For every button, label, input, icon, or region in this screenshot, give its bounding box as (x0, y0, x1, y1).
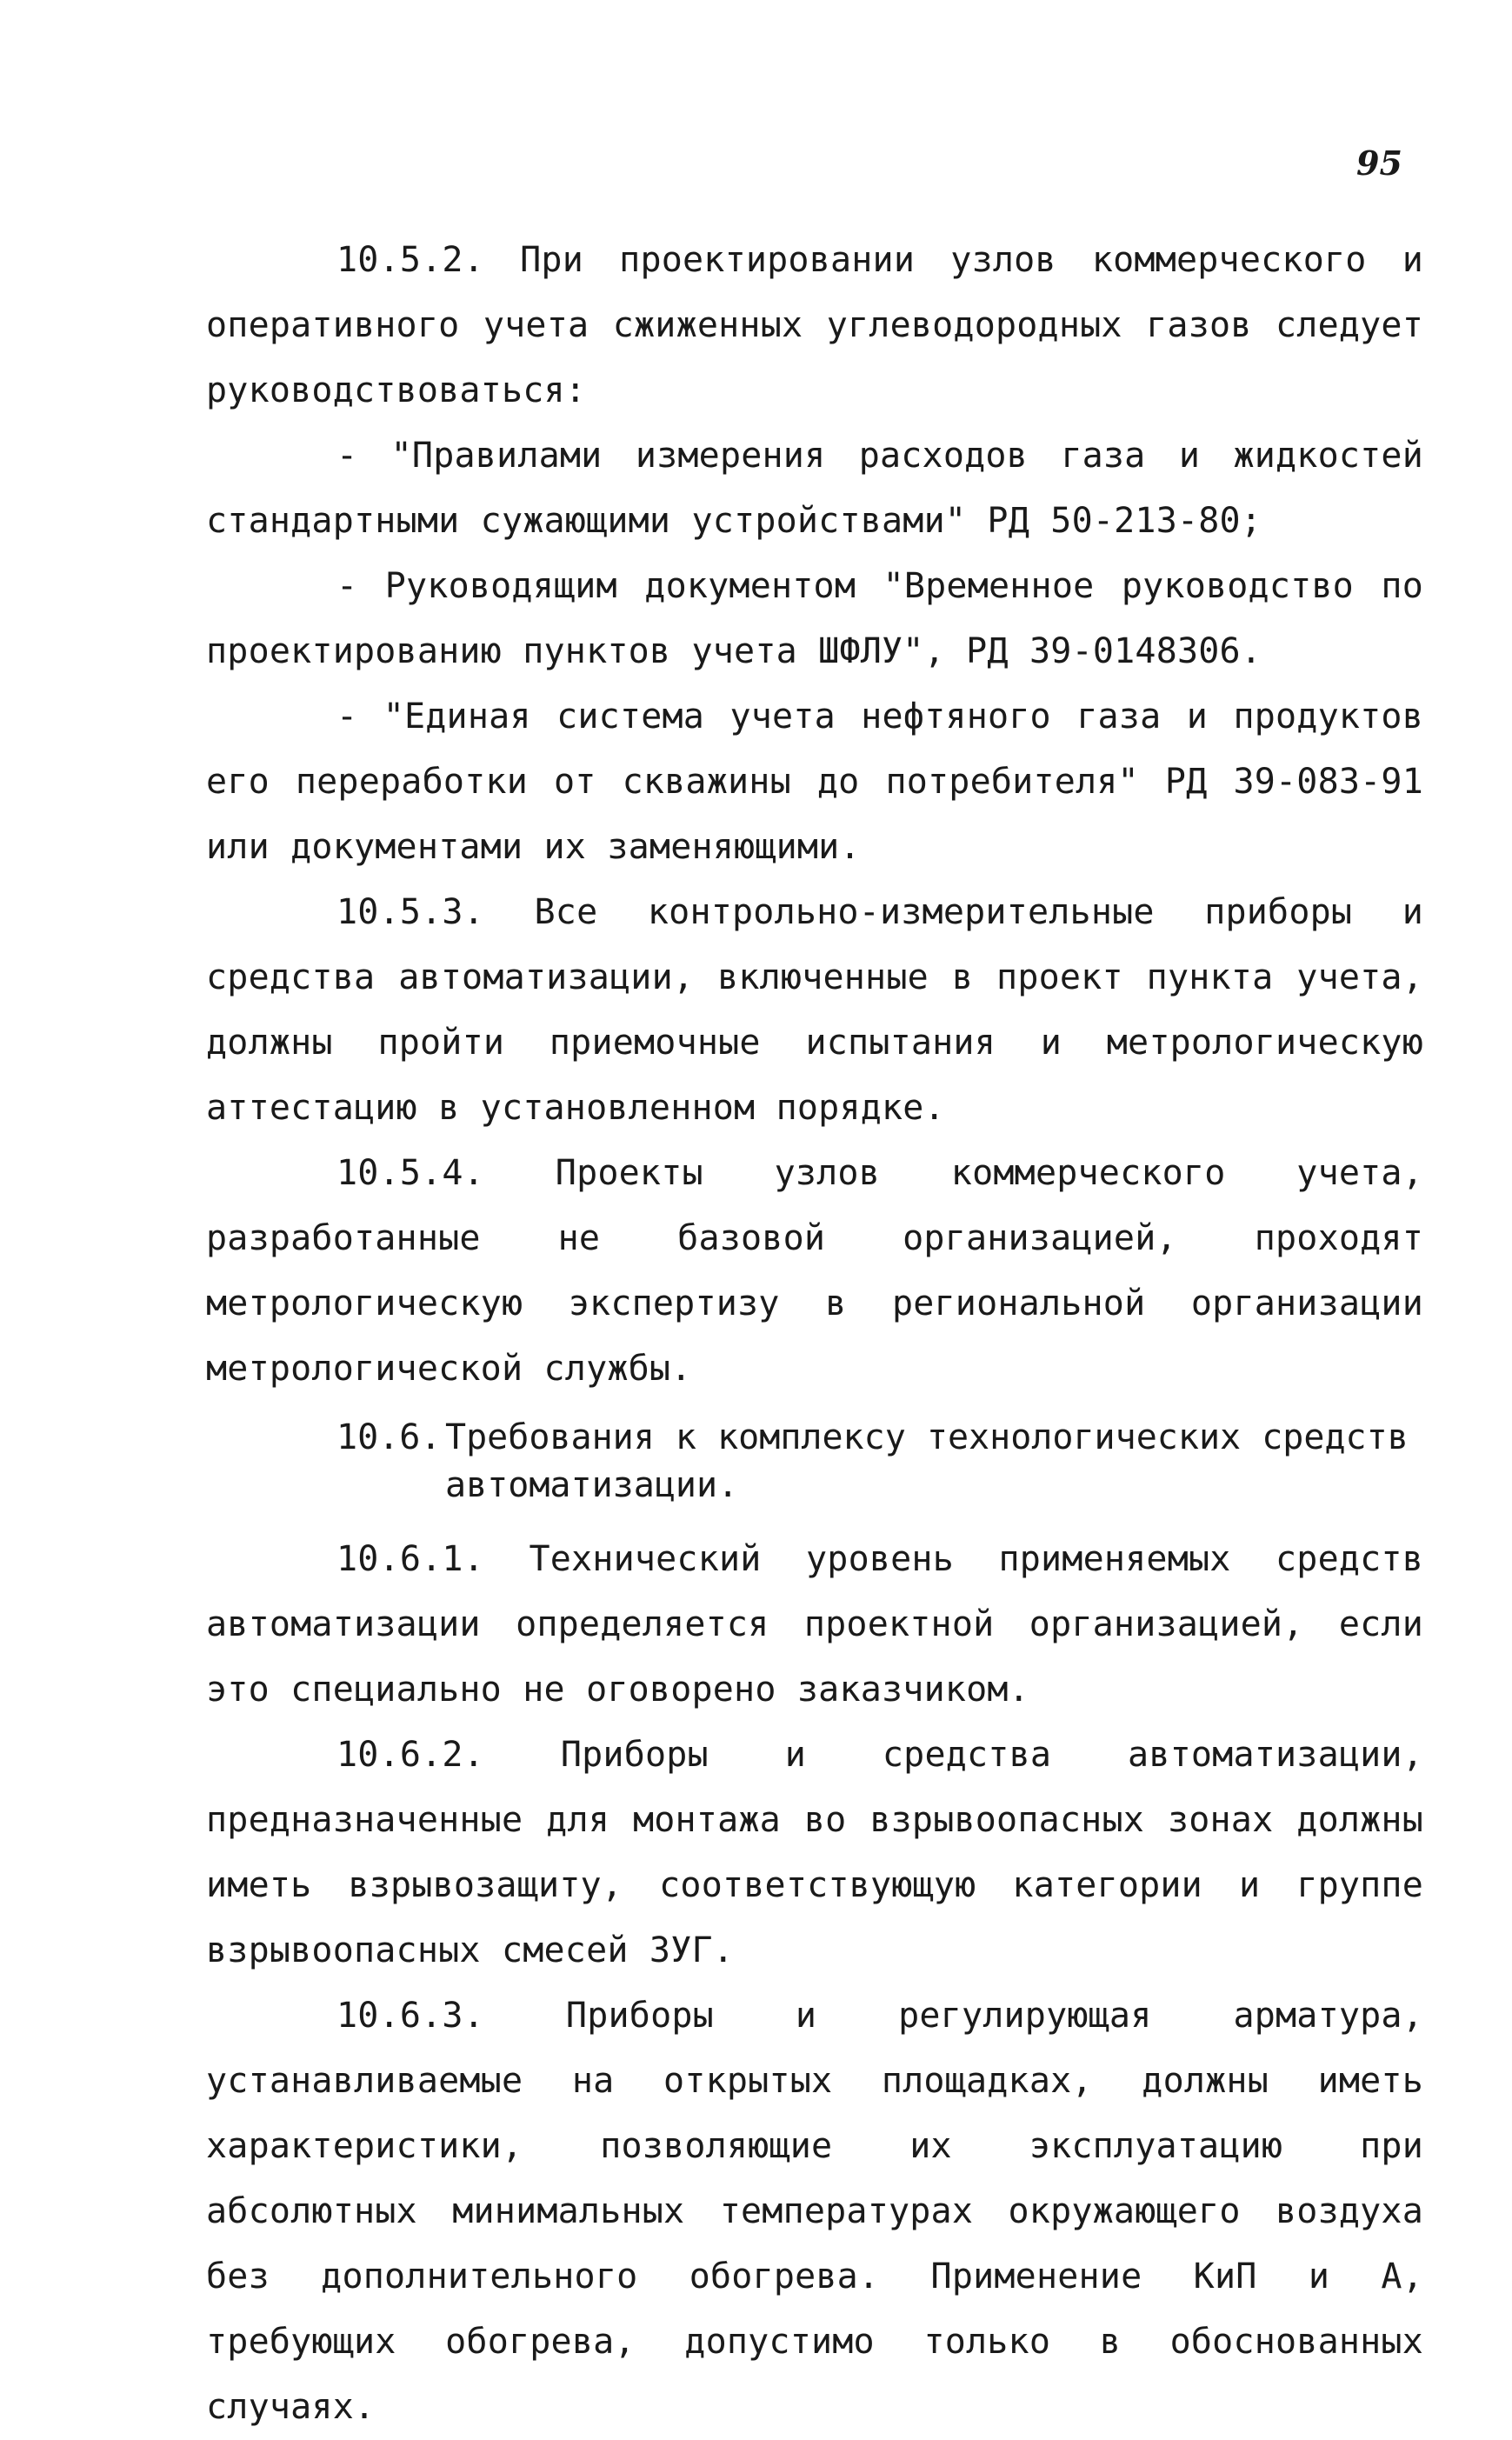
list-item-rd-50-213-80: - "Правилами измерения расходов газа и жидкостей стандартными сужающими устройствами" РД 50-213-80; (206, 436, 1423, 541)
document-body (206, 228, 1423, 2440)
list-item-rd-39-0148306: - Руководящим документом "Временное руководство по проектированию пунктов учета ШФЛУ", РД 39-0148306. (206, 566, 1423, 671)
list-item-rd-39-083-91: - "Единая система учета нефтяного газа и продуктов его переработки от скважины до потребителя" РД 39-083-91 или документами их заменяющими. (206, 697, 1423, 867)
section-heading-10-6 (336, 1414, 1423, 1510)
paragraph-10-6-1: 10.6.1. Технический уровень применяемых средств автоматизации определяется проектной организацией, если это специально не оговорено заказчиком. (206, 1539, 1423, 1710)
section-title: Требования к комплексу технологических средств автоматизации. (445, 1417, 1409, 1505)
page-number: 95 (1356, 143, 1402, 183)
paragraph-10-6-2: 10.6.2. Приборы и средства автоматизации, предназначенные для монтажа во взрывоопасных зонах должны иметь взрывозащиту, соответствующую категории и группе взрывоопасных смесей ЗУГ. (206, 1735, 1423, 1970)
paragraph-10-5-3: 10.5.3. Все контрольно-измерительные приборы и средства автоматизации, включенные в проект пункта учета, должны пройти приемочные испытания и метрологическую аттестацию в установленном порядке. (206, 892, 1423, 1128)
section-number: 10.6. (336, 1417, 442, 1457)
paragraph-10-6-3: 10.6.3. Приборы и регулирующая арматура, устанавливаемые на открытых площадках, должны иметь характеристики, позволяющие их эксплуатацию при абсолютных минимальных температурах окружающего воздуха без дополнительного обогрева. Применение КиП и А, требующих обогрева, допустимо только в обоснованных случаях. (206, 1996, 1423, 2427)
paragraph-10-5-2: 10.5.2. При проектировании узлов коммерческого и оперативного учета сжиженных углеводородных газов следует руководствоваться: (206, 240, 1423, 410)
paragraph-10-5-4: 10.5.4. Проекты узлов коммерческого учета, разработанные не базовой организацией, проходят метрологическую экспертизу в региональной организации метрологической службы. (206, 1153, 1423, 1389)
